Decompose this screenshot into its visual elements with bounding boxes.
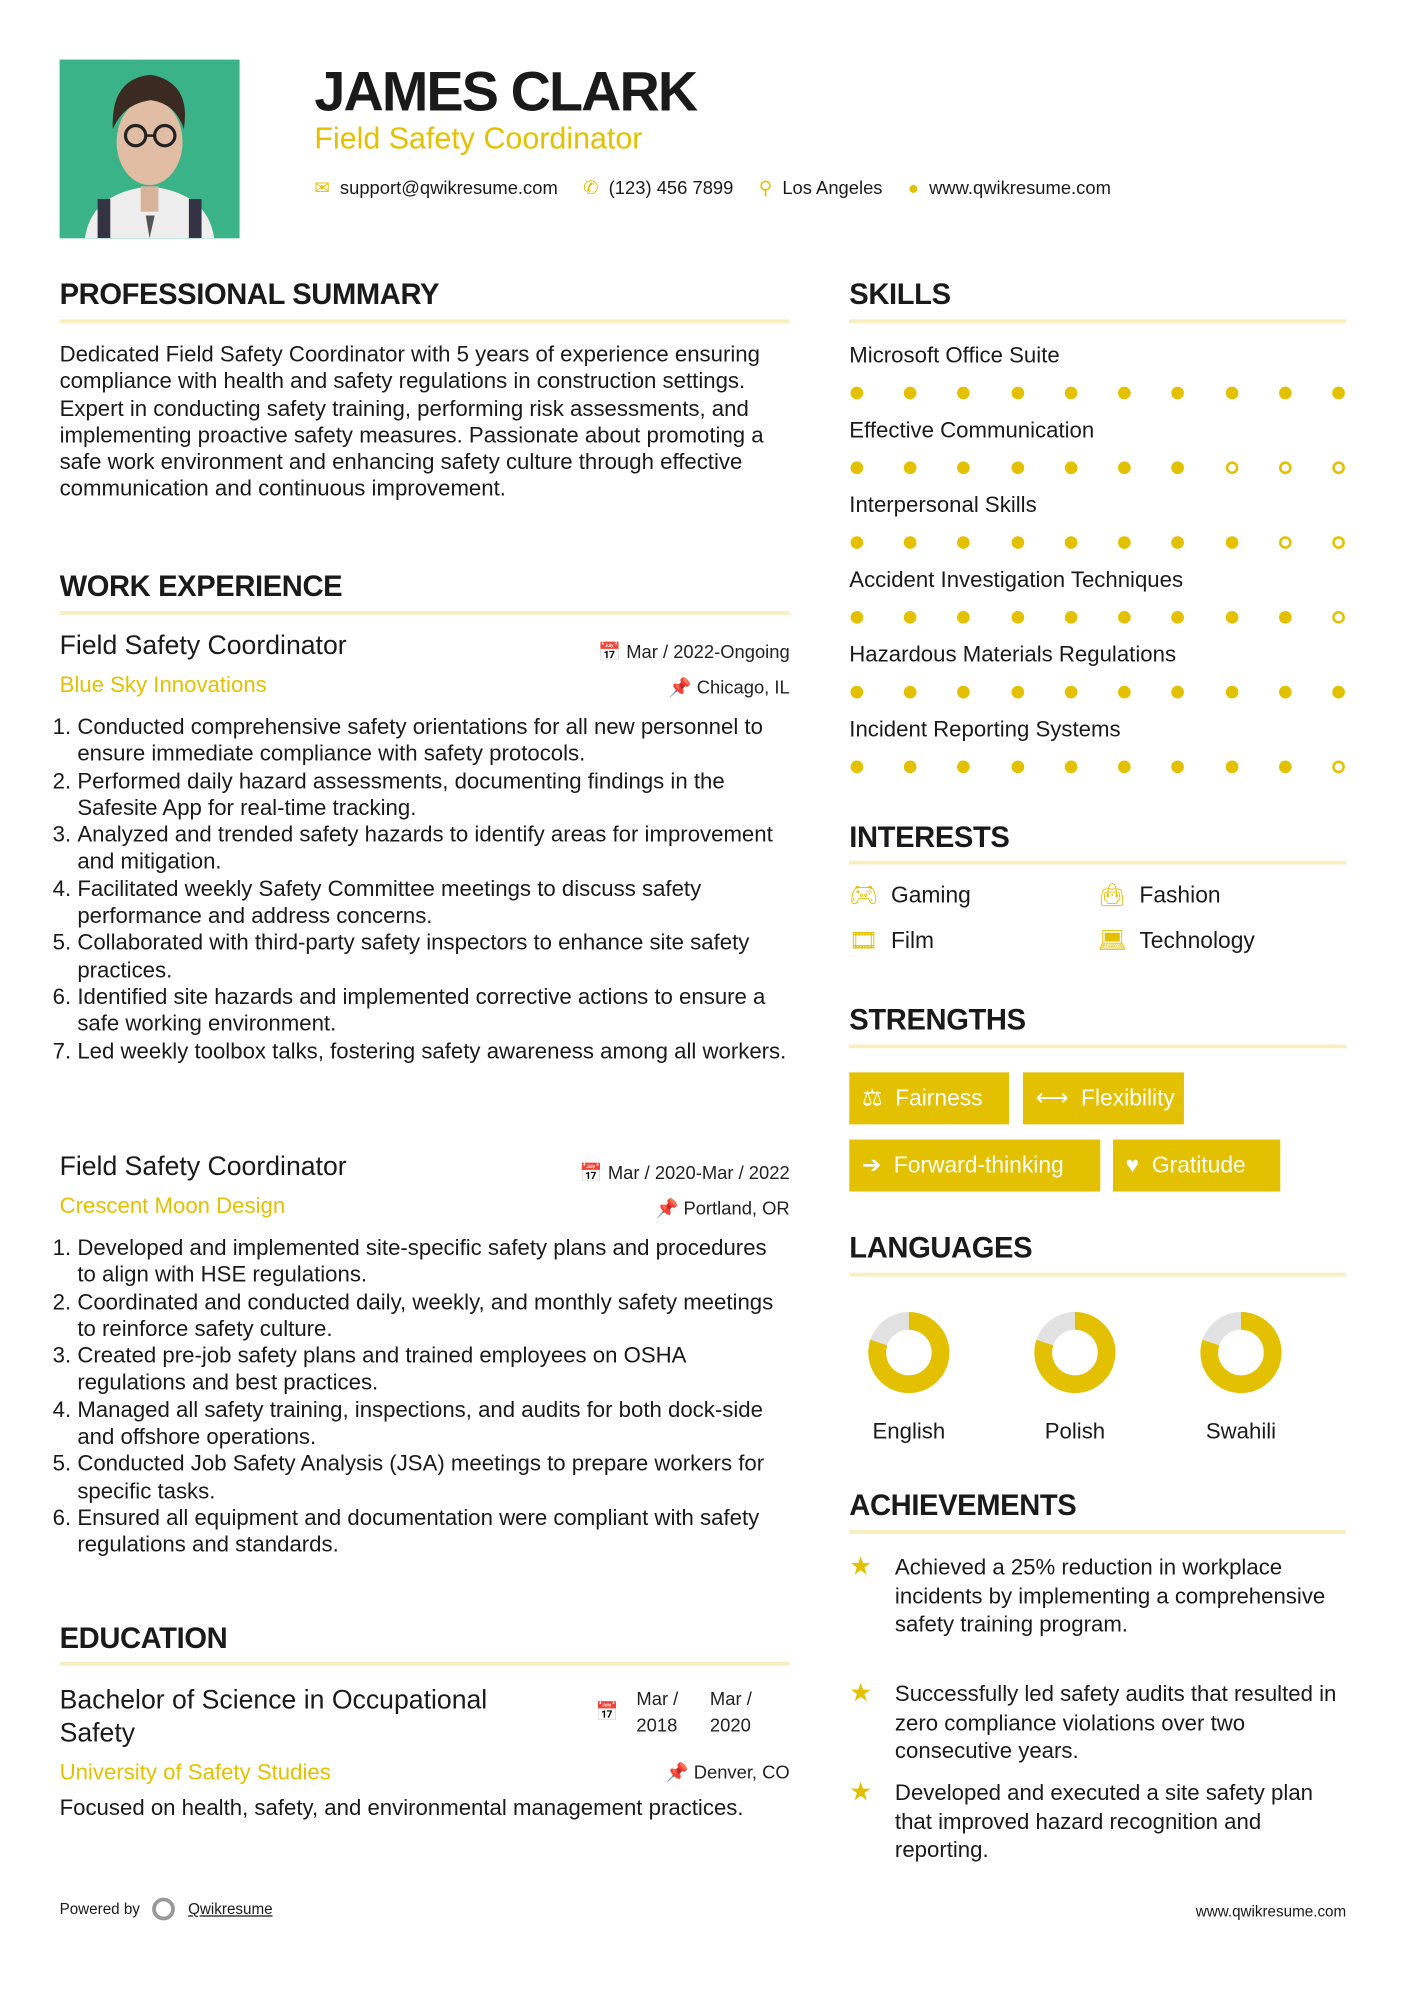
- languages-heading: LANGUAGES: [849, 1230, 1033, 1264]
- email-link[interactable]: support@qwikresume.com: [339, 178, 558, 200]
- end-date: Mar / 2020: [709, 1689, 752, 1737]
- language-name: English: [872, 1418, 946, 1444]
- bullet: 5. Collaborated with third-party safety inspectors to enhance site safety practices.: [77, 930, 789, 984]
- language-donut: [1031, 1308, 1120, 1397]
- rating-dot: [851, 461, 864, 474]
- skill-item: [849, 492, 1346, 549]
- skill-item: [849, 567, 1346, 624]
- rating-dot: [1065, 686, 1078, 699]
- phone-icon: ✆: [583, 178, 599, 200]
- rating-dot: [851, 686, 864, 699]
- skill-name: Incident Reporting Systems: [849, 716, 1121, 742]
- rating-dot: [1172, 761, 1185, 774]
- divider: [849, 1045, 1346, 1049]
- strength-fairness: ⚖ Fairness: [849, 1072, 1009, 1124]
- rating-dot: [904, 761, 917, 774]
- language-item: [1012, 1308, 1139, 1445]
- rating-dot: [1225, 387, 1238, 400]
- rating-dot: [1065, 611, 1078, 624]
- skill-rating: [849, 536, 1346, 549]
- skill-name: Microsoft Office Suite: [849, 342, 1060, 368]
- skill-name: Interpersonal Skills: [849, 491, 1037, 518]
- rating-dot: [958, 761, 971, 774]
- rating-dot: [1225, 686, 1238, 699]
- skill-item: [849, 342, 1346, 399]
- location-text: Los Angeles: [782, 178, 883, 200]
- degree-title: Bachelor of Science in Occupational Safety: [59, 1685, 488, 1749]
- rating-dot: [1172, 611, 1185, 624]
- divider: [849, 1273, 1346, 1277]
- skill-rating: [849, 611, 1346, 624]
- rating-dot: [1172, 686, 1185, 699]
- bullet: 1. Conducted comprehensive safety orientations for all new personnel to ensure immediate compliance with safety protocols.: [77, 714, 789, 768]
- location-pin-icon: ⚲: [758, 178, 773, 200]
- rating-dot: [1118, 536, 1131, 549]
- rating-dot: [1279, 686, 1292, 699]
- rating-dot: [958, 536, 971, 549]
- rating-dot: [851, 387, 864, 400]
- calendar-icon: 📅: [595, 1702, 619, 1723]
- rating-dot: [1225, 536, 1238, 549]
- interests-heading: INTERESTS: [849, 820, 1010, 854]
- scale-icon: ⚖: [861, 1085, 883, 1111]
- rating-dot: [1279, 761, 1292, 774]
- rating-dot: [1332, 611, 1345, 624]
- start-date: Mar / 2018: [636, 1689, 679, 1737]
- job-location: 📌 Portland, OR: [655, 1199, 790, 1220]
- bullet: 3. Analyzed and trended safety hazards to identify areas for improvement and mitigation.: [77, 822, 789, 876]
- job-bullets: [60, 1235, 790, 1559]
- rating-dot: [1332, 536, 1345, 549]
- film-icon: 🎞︎: [849, 927, 879, 954]
- bullet: 5. Conducted Job Safety Analysis (JSA) meetings to prepare workers for specific tasks.: [77, 1451, 789, 1505]
- rating-dot: [1011, 686, 1024, 699]
- language-name: Polish: [1044, 1418, 1106, 1444]
- rating-dot: [958, 387, 971, 400]
- divider: [60, 319, 790, 323]
- rating-dot: [1332, 686, 1345, 699]
- star-icon: ★: [849, 1552, 873, 1581]
- job-dates: 📅 Mar / 2022-Ongoing: [598, 642, 790, 663]
- powered-by-label: Powered by: [59, 1900, 140, 1918]
- candidate-name: JAMES CLARK: [314, 60, 697, 123]
- interest-fashion: 👜︎ Fashion: [1097, 882, 1221, 908]
- strength-flexibility: ⟷ Flexibility: [1023, 1072, 1184, 1124]
- bullet: 2. Performed daily hazard assessments, documenting findings in the Safesite App for real-time tracking.: [77, 768, 789, 822]
- education-location: 📌 Denver, CO: [665, 1763, 790, 1784]
- star-icon: ★: [849, 1679, 873, 1708]
- bullet: 3. Created pre-job safety plans and trained employees on OSHA regulations and best practices.: [77, 1343, 789, 1397]
- rating-dot: [1011, 536, 1024, 549]
- skill-item: [849, 716, 1346, 773]
- rating-dot: [1065, 761, 1078, 774]
- bullet: 4. Facilitated weekly Safety Committee meetings to discuss safety performance and address concerns.: [77, 876, 789, 930]
- rating-dot: [904, 387, 917, 400]
- job-dates: 📅 Mar / 2020-Mar / 2022: [579, 1163, 790, 1184]
- pin-icon: 📌: [665, 1763, 694, 1784]
- contact-row: [314, 179, 1111, 199]
- summary-text: Dedicated Field Safety Coordinator with 5 years of experience ensuring compliance with health and safety regulations in construction settings. Expert in conducting safety training, performing risk assessments, and implementing proactive safety measures. Passionate about promoting a safe work environment and enhancing safety culture through effective communication and continuous improvement.: [59, 340, 764, 502]
- rating-dot: [851, 761, 864, 774]
- divider: [849, 1530, 1346, 1534]
- rating-dot: [904, 611, 917, 624]
- job-entry: [60, 1152, 790, 1558]
- calendar-icon: 📅: [598, 642, 627, 663]
- rating-dot: [1118, 686, 1131, 699]
- rating-dot: [1172, 536, 1185, 549]
- arrow-right-icon: ➔: [861, 1152, 882, 1178]
- pin-icon: 📌: [655, 1199, 684, 1220]
- rating-dot: [904, 461, 917, 474]
- skill-rating: [849, 686, 1346, 699]
- interest-gaming: 🎮︎ Gaming: [849, 882, 971, 908]
- rating-dot: [904, 536, 917, 549]
- rating-dot: [1172, 461, 1185, 474]
- rating-dot: [1332, 761, 1345, 774]
- arrows-h-icon: ⟷: [1035, 1085, 1069, 1111]
- divider: [849, 319, 1346, 323]
- rating-dot: [1011, 461, 1024, 474]
- divider: [60, 611, 790, 615]
- language-donut: [865, 1308, 954, 1397]
- rating-dot: [1172, 387, 1185, 400]
- star-icon: ★: [849, 1778, 873, 1807]
- globe-icon: ●: [907, 178, 919, 200]
- rating-dot: [851, 536, 864, 549]
- divider: [60, 1662, 790, 1666]
- rating-dot: [1065, 387, 1078, 400]
- strength-gratitude: ♥ Gratitude: [1113, 1140, 1280, 1192]
- company-name: Blue Sky Innovations: [59, 671, 267, 698]
- bullet: 7. Led weekly toolbox talks, fostering safety awareness among all workers.: [77, 1038, 789, 1065]
- skill-rating: [849, 387, 1346, 400]
- divider: [849, 861, 1346, 865]
- rating-dot: [958, 611, 971, 624]
- website-link[interactable]: www.qwikresume.com: [929, 178, 1111, 200]
- rating-dot: [1279, 461, 1292, 474]
- school-name: University of Safety Studies: [59, 1759, 331, 1785]
- achievements-heading: ACHIEVEMENTS: [849, 1488, 1077, 1522]
- language-item: [845, 1308, 972, 1445]
- rating-dot: [1279, 536, 1292, 549]
- shopping-bag-icon: 👜︎: [1097, 882, 1127, 908]
- rating-dot: [1279, 387, 1292, 400]
- footer-powered: [60, 1898, 273, 1921]
- education-description: Focused on health, safety, and environmental management practices.: [59, 1794, 744, 1821]
- rating-dot: [851, 611, 864, 624]
- rating-dot: [1065, 461, 1078, 474]
- rating-dot: [904, 686, 917, 699]
- rating-dot: [1011, 611, 1024, 624]
- achievement-item: ★ Achieved a 25% reduction in workplace incidents by implementing a comprehensive safety training program.: [849, 1552, 1326, 1637]
- job-title: Field Safety Coordinator: [59, 1152, 347, 1182]
- rating-dot: [1332, 461, 1345, 474]
- company-name: Crescent Moon Design: [59, 1192, 286, 1219]
- email-icon: ✉: [314, 178, 330, 200]
- strength-forward-thinking: ➔ Forward-thinking: [849, 1140, 1100, 1192]
- rating-dot: [1225, 761, 1238, 774]
- rating-dot: [1118, 761, 1131, 774]
- skills-heading: SKILLS: [849, 277, 951, 311]
- rating-dot: [958, 461, 971, 474]
- bullet: 1. Developed and implemented site-specific safety plans and procedures to align with HSE regulations.: [77, 1235, 789, 1289]
- interest-film: 🎞︎ Film: [849, 927, 935, 954]
- education-heading: EDUCATION: [59, 1621, 228, 1655]
- skill-name: Accident Investigation Techniques: [849, 566, 1184, 592]
- candidate-title: Field Safety Coordinator: [314, 121, 643, 156]
- rating-dot: [1011, 761, 1024, 774]
- bullet: 4. Managed all safety training, inspections, and audits for both dock-side and offshore operations.: [77, 1397, 789, 1451]
- language-donut: [1197, 1308, 1286, 1397]
- pin-icon: 📌: [668, 678, 697, 699]
- brand-link[interactable]: Qwikresume: [188, 1900, 273, 1918]
- rating-dot: [1118, 611, 1131, 624]
- bullet: 6. Identified site hazards and implemented corrective actions to ensure a safe working environment.: [77, 984, 789, 1038]
- rating-dot: [1279, 611, 1292, 624]
- rating-dot: [1225, 461, 1238, 474]
- calendar-icon: 📅: [579, 1163, 608, 1184]
- rating-dot: [1118, 461, 1131, 474]
- rating-dot: [1332, 387, 1345, 400]
- skill-item: [849, 417, 1346, 474]
- footer-site[interactable]: www.qwikresume.com: [1195, 1902, 1347, 1921]
- profile-photo: [60, 60, 240, 239]
- skill-rating: [849, 761, 1346, 774]
- laptop-icon: 💻︎: [1097, 927, 1127, 954]
- achievement-item: ★ Successfully led safety audits that resulted in zero compliance violations over two consecutive years.: [849, 1679, 1337, 1764]
- interest-technology: 💻︎ Technology: [1097, 927, 1255, 954]
- rating-dot: [1011, 387, 1024, 400]
- job-location: 📌 Chicago, IL: [668, 678, 790, 699]
- heart-icon: ♥: [1125, 1152, 1140, 1178]
- strengths-heading: STRENGTHS: [849, 1002, 1026, 1036]
- bullet: 2. Coordinated and conducted daily, weekly, and monthly safety meetings to reinforce safety culture.: [77, 1289, 789, 1343]
- skill-name: Hazardous Materials Regulations: [849, 641, 1177, 667]
- qwikresume-logo-icon: [153, 1898, 176, 1921]
- job-title: Field Safety Coordinator: [59, 631, 347, 661]
- skill-item: [849, 641, 1346, 698]
- job-bullets: [60, 714, 790, 1065]
- language-item: [1178, 1308, 1305, 1445]
- skill-name: Effective Communication: [849, 417, 1095, 443]
- achievement-item: ★ Developed and executed a site safety plan that improved hazard recognition and reporting.: [849, 1778, 1313, 1863]
- language-name: Swahili: [1205, 1418, 1277, 1444]
- rating-dot: [1225, 611, 1238, 624]
- summary-heading: PROFESSIONAL SUMMARY: [59, 277, 440, 311]
- rating-dot: [1118, 387, 1131, 400]
- rating-dot: [958, 686, 971, 699]
- education-dates: [596, 1687, 766, 1740]
- phone-text: (123) 456 7899: [608, 178, 734, 200]
- work-heading: WORK EXPERIENCE: [59, 569, 343, 603]
- skill-rating: [849, 461, 1346, 474]
- job-entry: [60, 631, 790, 1064]
- bullet: 6. Ensured all equipment and documentation were compliant with safety regulations and standards.: [77, 1505, 789, 1559]
- gamepad-icon: 🎮︎: [849, 882, 879, 908]
- rating-dot: [1065, 536, 1078, 549]
